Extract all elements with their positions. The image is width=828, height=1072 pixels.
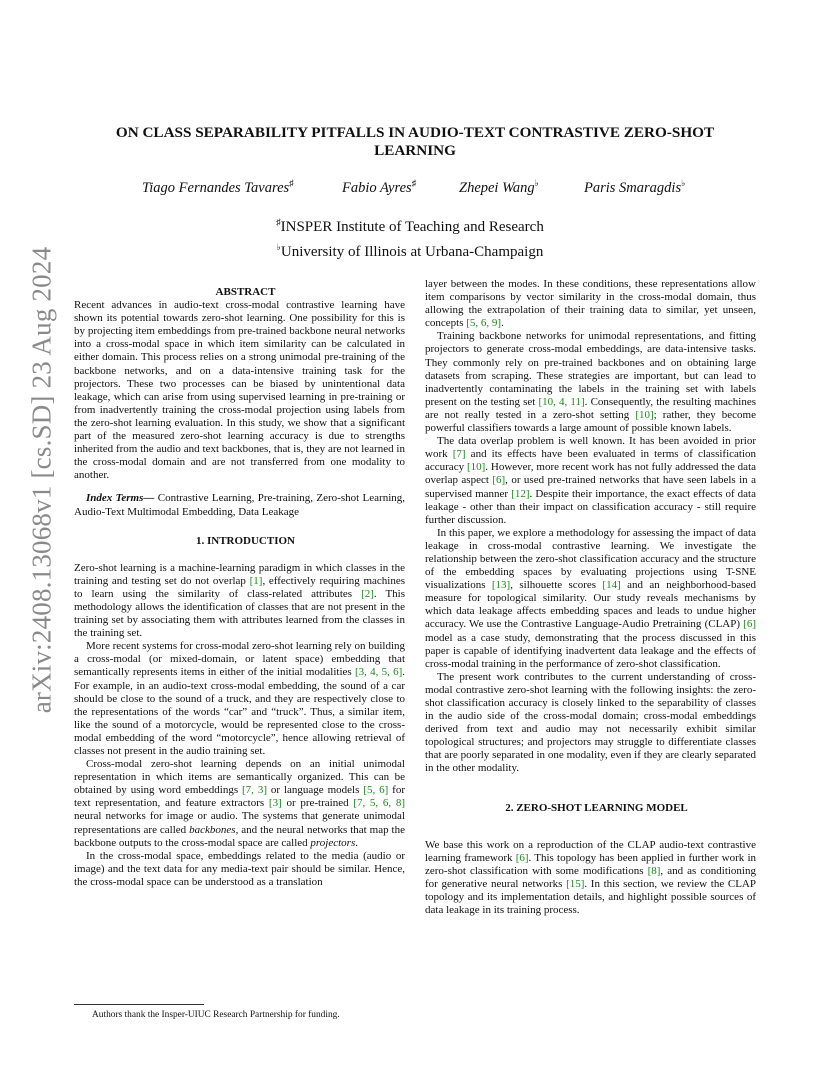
affiliation-mark: ♭ bbox=[681, 178, 686, 188]
author-name: Zhepei Wang bbox=[459, 179, 535, 196]
intro-paragraph-3: Cross-modal zero-shot learning depends on an initial unimodal representation in which items are semantically organized. This can be obtained by using word embeddings [7, 3] or language models [5, 6] for text representation, and feature extractors [3] or pre-trained [7, 5, 6, 8] neural networks for image or audio. The systems that generate unimodal representations are called backbones, and the neural networks that map the backbone outputs to the cross-modal space are called projectors. bbox=[74, 758, 406, 849]
author-3 bbox=[459, 178, 539, 197]
intro-paragraph-8: The present work contributes to the current understanding of cross-modal contrastive zero-shot learning with the following insights: the zero-shot classification accuracy is closely linked to the separability of classes in the audio side of the cross-modal domain; cross-modal embeddings derived from text and audio may not necessarily exhibit similar topological structures; and projectors may struggle to differentiate classes that are poorly separated in one modality, even if they are clearly separated in the other modality. bbox=[425, 670, 756, 775]
abstract-heading: ABSTRACT bbox=[215, 286, 276, 298]
intro-paragraph-7: In this paper, we explore a methodology for assessing the impact of data leakage in cross-modal contrastive learning. We investigate the relationship between the zero-shot classification accuracy and the structure of the embedding spaces by evaluating projections using T-SNE visualizations [13], silhouette scores [14] and an neighborhood-based measure for topological similarity. Our study reveals mechanisms by which data leakage affects embedding spaces and leads to undue higher accuracy. We use the Contrastive Language-Audio Pretraining (CLAP) [6] model as a case study, demonstrating that the process discussed in this paper is capable of identifying inadvertent data leakage and the effects of cross-modal training in the performance of zero-shot classification. bbox=[425, 526, 757, 670]
citation-link[interactable]: [1] bbox=[249, 574, 263, 587]
author-name: Fabio Ayres bbox=[342, 179, 412, 196]
footnote-rule bbox=[74, 1004, 204, 1005]
intro-paragraph-4-continued: layer between the modes. In these conditions, these representations allow item comparisons by vector similarity in the cross-modal domain, thus allowing the extrapolation of their training data to similar, yet unseen, concepts [5, 6, 9]. bbox=[425, 278, 756, 330]
citation-link[interactable]: [5, 6, 9] bbox=[466, 317, 502, 330]
author-1 bbox=[142, 178, 294, 197]
author-list bbox=[120, 178, 720, 198]
intro-paragraph-6: The data overlap problem is well known. It has been avoided in prior work [7] and its effects have been evaluated in terms of classification accuracy [10]. However, more recent work has not fully addressed the data overlap aspect [6], or used pre-trained networks that have seen labels in a supervised manner [12]. Despite their importance, the exact effects of data leakage - other than their impact on classification accuracy - still require further discussion. bbox=[425, 435, 757, 526]
affiliation-mark: ♯ bbox=[289, 178, 294, 188]
term-backbones: backbones bbox=[189, 823, 236, 836]
affiliation-1 bbox=[160, 213, 660, 238]
citation-link[interactable]: [3] bbox=[268, 797, 282, 810]
arxiv-stamp bbox=[22, 246, 62, 714]
citation-link[interactable]: [3, 4, 5, 6] bbox=[354, 666, 403, 679]
intro-paragraph-5: Training backbone networks for unimodal representations, and fitting projectors to generate cross-modal embeddings, are data-intensive tasks. They commonly rely on pre-trained backbones and on obtaining large datasets from scraping. These strategies are important, but can lead to inadvertently contaminating the labels in the training set with labels present on the testing set [10, 4, 11]. Consequently, the resulting machines are not really tested in a zero-shot setting [10]; rather, they become powerful classifiers towards a large amount of possible known labels. bbox=[425, 330, 756, 435]
author-2 bbox=[342, 178, 416, 197]
affiliation-mark: ♯ bbox=[276, 217, 281, 227]
citation-link[interactable]: [15] bbox=[566, 877, 585, 890]
citation-link[interactable]: [12] bbox=[511, 487, 530, 500]
funding-footnote: Authors thank the Insper-UIUC Research Partnership for funding. bbox=[92, 1010, 340, 1020]
citation-link[interactable]: [7, 3] bbox=[242, 784, 267, 797]
paper-title: ON CLASS SEPARABILITY PITFALLS IN AUDIO-TEXT CONTRASTIVE ZERO-SHOT LEARNING bbox=[115, 124, 715, 159]
citation-link[interactable]: [8] bbox=[647, 864, 661, 877]
arxiv-identifier: arXiv:2408.13068v1 [cs.SD] 23 Aug 2024 bbox=[26, 246, 57, 714]
right-column bbox=[425, 278, 756, 917]
citation-link[interactable]: [7, 5, 6, 8] bbox=[353, 797, 406, 810]
affiliation-name: University of Illinois at Urbana-Champaign bbox=[280, 243, 544, 260]
affiliation-mark: ♭ bbox=[276, 241, 281, 252]
index-terms bbox=[74, 492, 405, 518]
citation-link[interactable]: [6] bbox=[492, 474, 506, 487]
index-terms-text: Contrastive Learning, Pre-training, Zero-shot Learning, Audio-Text Multimodal Embedding, Data Leakage bbox=[74, 492, 405, 518]
intro-paragraph-2: More recent systems for cross-modal zero-shot learning rely on building a cross-modal (or mixed-domain, or latent space) embedding that semantically represents items in either of the initial modalities [3, 4, 5, 6]. For example, in an audio-text cross-modal embedding, the sound of a car should be close to the sound of a truck, and they are respectively close to the representations of the words “car” and “truck”. Thus, a similar item, like the sound of a motorcycle, would be represented close to the cross-modal embedding of the word “motorcycle”, hence allowing retrieval of classes not present in the audio training set. bbox=[74, 640, 406, 757]
citation-link[interactable]: [10, 4, 11] bbox=[538, 395, 585, 408]
author-name: Tiago Fernandes Tavares bbox=[142, 179, 290, 196]
citation-link[interactable]: [6] bbox=[743, 618, 756, 631]
section2-paragraph-1: We base this work on a reproduction of the CLAP audio-text contrastive learning framework [6]. This topology has been applied in further work in zero-shot classification with some modifications [8], and as conditioning for generative neural networks [15]. In this section, we review the CLAP topology and its implementation details, and highlight possible sources of data leakage in its training process. bbox=[425, 838, 757, 917]
citation-link[interactable]: [6] bbox=[515, 851, 529, 864]
citation-link[interactable]: [10] bbox=[635, 408, 654, 421]
left-column bbox=[74, 286, 405, 889]
intro-paragraph-4: In the cross-modal space, embeddings related to the media (audio or image) and the text data for any media-text pair should be similar. Hence, the cross-modal space can be understood as a translation bbox=[74, 849, 405, 888]
intro-paragraph-1: Zero-shot learning is a machine-learning paradigm in which classes in the training and testing set do not overlap [1], effectively requiring machines to learn using the similarity of class-related attributes [2]. This methodology allows the identification of classes that are not present in the training set by associating them with attributes learned from the classes in the training set. bbox=[74, 561, 406, 640]
citation-link[interactable]: [5, 6] bbox=[363, 784, 389, 797]
affiliation-name: INSPER Institute of Teaching and Research bbox=[280, 219, 544, 235]
index-terms-label: Index Terms— bbox=[86, 492, 155, 505]
affiliation-mark: ♭ bbox=[534, 178, 539, 188]
section-heading-introduction: 1. INTRODUCTION bbox=[195, 534, 295, 547]
citation-link[interactable]: [14] bbox=[602, 579, 621, 592]
author-name: Paris Smaragdis bbox=[584, 179, 682, 196]
affiliations bbox=[160, 213, 660, 262]
affiliation-2 bbox=[160, 238, 660, 263]
citation-link[interactable]: [10] bbox=[466, 461, 486, 474]
affiliation-mark: ♯ bbox=[411, 178, 417, 188]
citation-link[interactable]: [2] bbox=[361, 587, 374, 600]
author-4 bbox=[584, 178, 685, 197]
citation-link[interactable]: [7] bbox=[452, 448, 466, 461]
abstract-text: Recent advances in audio-text cross-modal contrastive learning have shown its potential towards zero-shot learning. One possibility for this is by projecting item embeddings from pre-trained backbone neural networks into a cross-modal space in which item similarity can be calculated in either domain. This process relies on a strong unimodal pre-training of the backbone networks, and on a data-intensive training task for the projectors. These two processes can be biased by unintentional data leakage, which can arise from using supervised learning in pre-training or from inadvertently training the cross-modal projection using labels from the zero-shot learning evaluation. In this study, we show that a significant part of the measured zero-shot learning accuracy is due to strengths inherited from the audio and text backbones, that is, they are not learned in the cross-modal domain and are not transferred from one modality to another. bbox=[74, 299, 405, 482]
section-heading-zero-shot-model: 2. ZERO-SHOT LEARNING MODEL bbox=[505, 801, 688, 814]
term-projectors: projectors bbox=[310, 836, 356, 849]
citation-link[interactable]: [13] bbox=[491, 579, 511, 592]
